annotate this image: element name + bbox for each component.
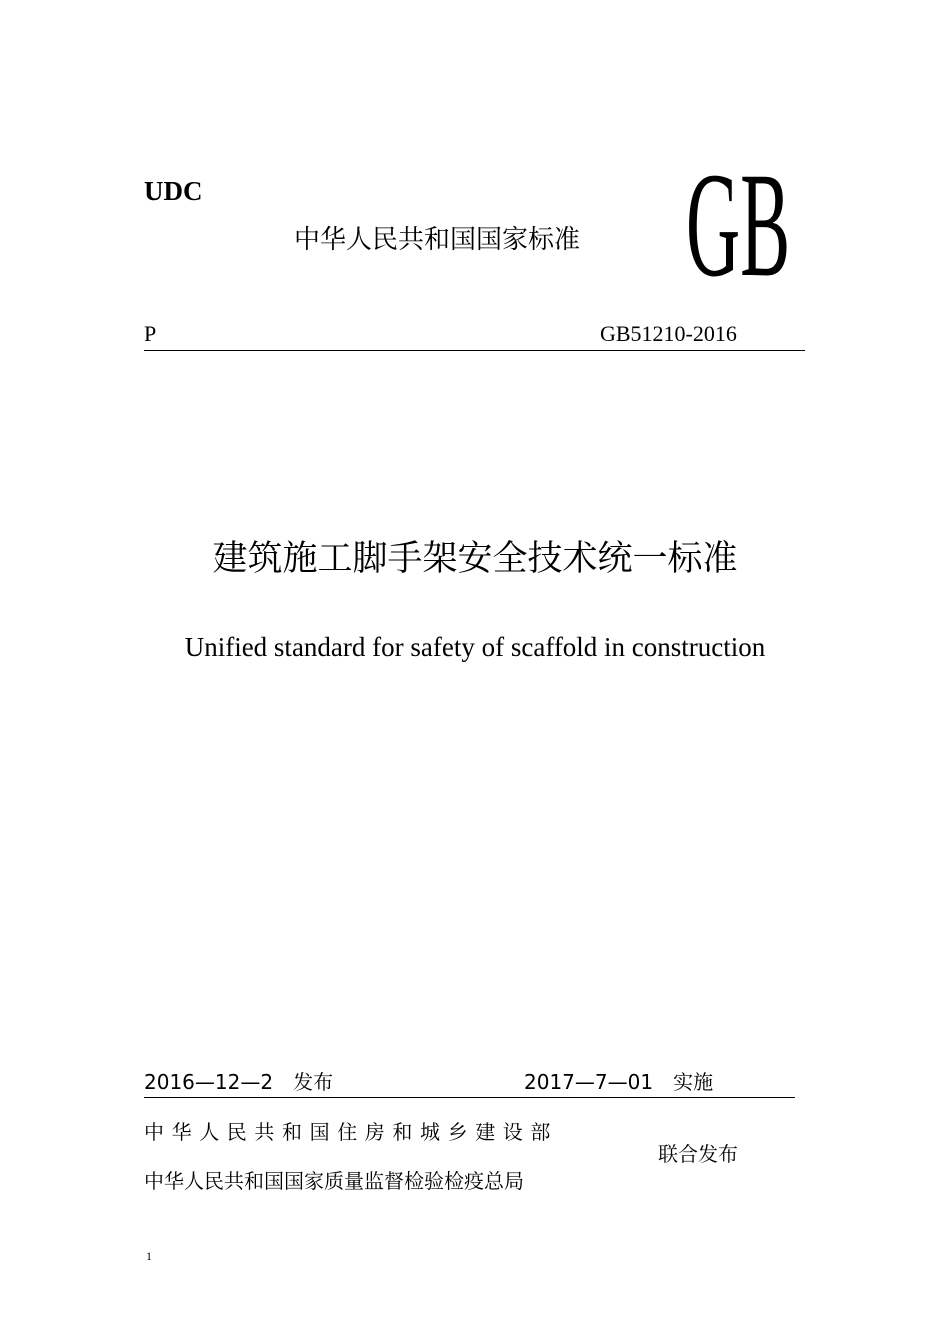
standard-number: GB51210-2016 bbox=[600, 321, 737, 346]
national-standard-heading: 中华人民共和国国家标准 bbox=[294, 225, 581, 255]
publisher-ministry-housing: 中华人民共和国住房和城乡建设部 bbox=[144, 1120, 558, 1144]
page-number: 1 bbox=[146, 1249, 152, 1263]
implementation-date: 2017—7—01 实施 bbox=[524, 1070, 714, 1094]
joint-release-label: 联合发布 bbox=[658, 1142, 738, 1166]
bottom-divider bbox=[144, 1097, 795, 1098]
document-title-chinese: 建筑施工脚手架安全技术统一标准 bbox=[212, 539, 738, 579]
classification-code: P bbox=[144, 321, 157, 346]
document-title-english: Unified standard for safety of scaffold in construction bbox=[184, 632, 766, 662]
top-divider bbox=[144, 350, 805, 351]
issue-date: 2016—12—2 发布 bbox=[144, 1070, 334, 1094]
udc-label: UDC bbox=[144, 176, 203, 206]
gb-logo-mark: GB bbox=[686, 142, 791, 308]
publisher-quality-administration: 中华人民共和国国家质量监督检验检疫总局 bbox=[144, 1169, 524, 1193]
